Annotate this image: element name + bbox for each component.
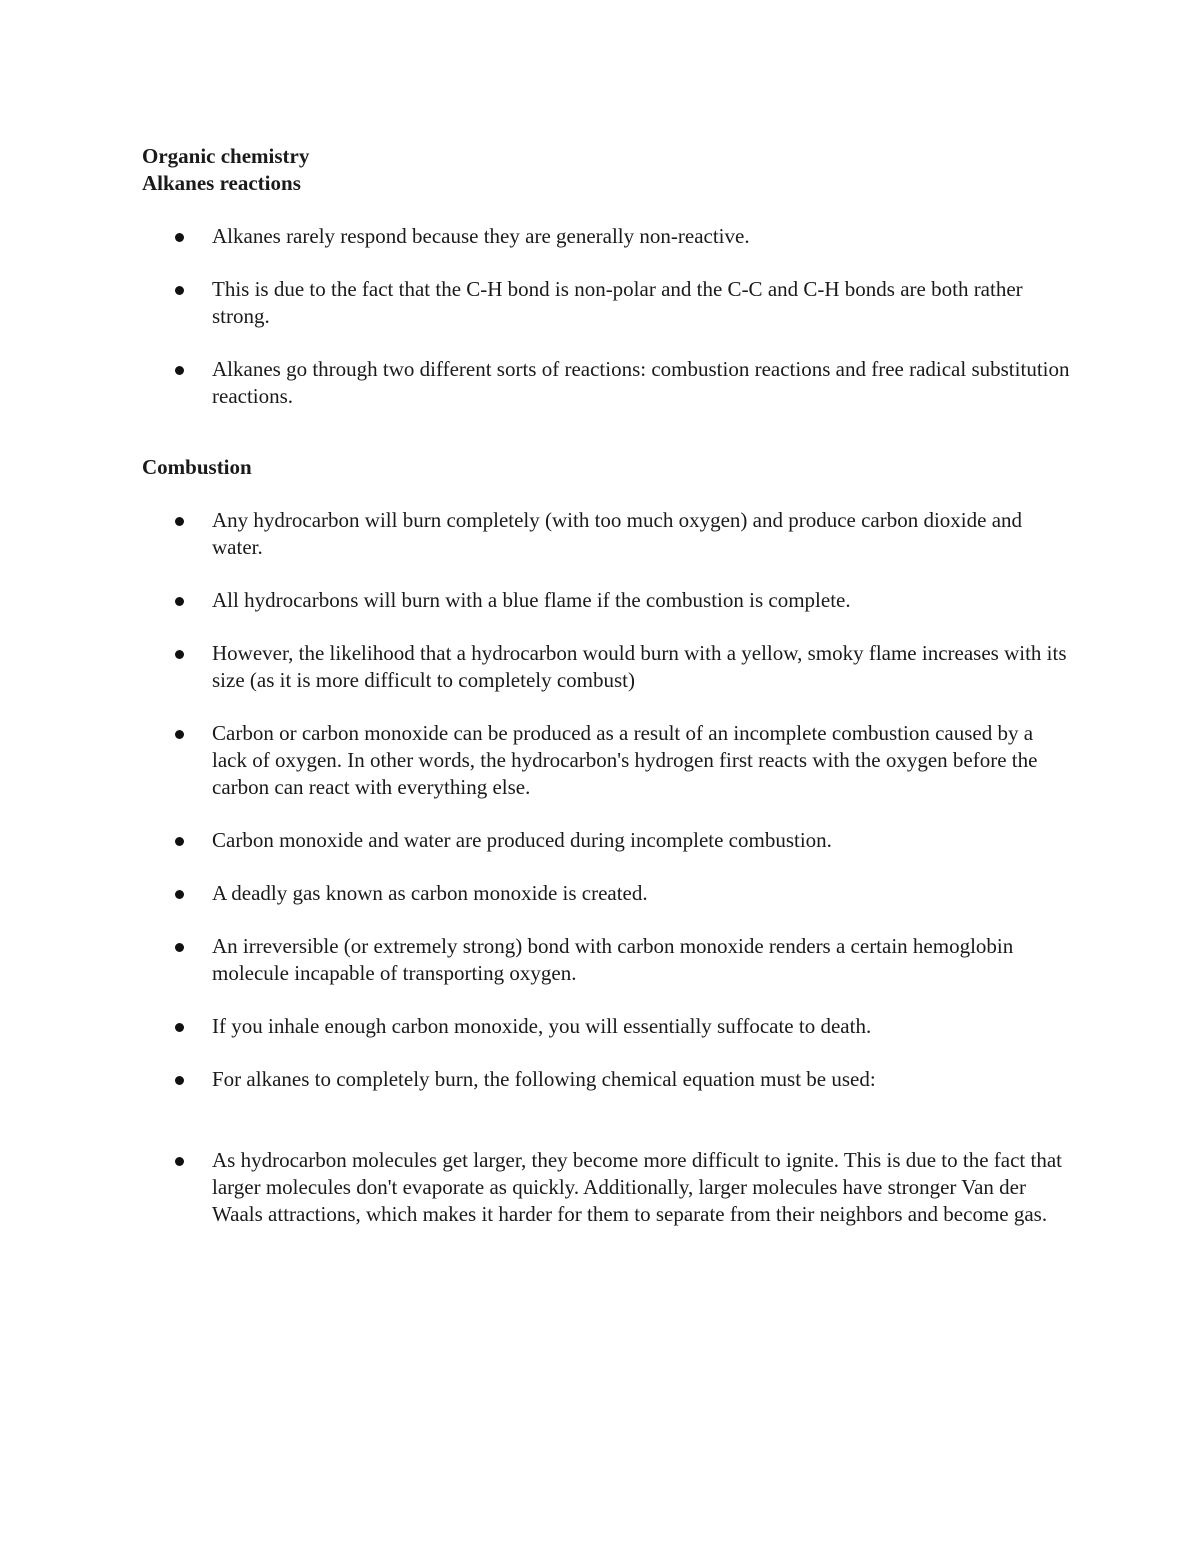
list-item (142, 507, 1072, 561)
list-item-text: If you inhale enough carbon monoxide, you will essentially suffocate to death. (212, 1014, 872, 1038)
list-item-text: Carbon monoxide and water are produced during incomplete combustion. (212, 828, 832, 852)
list-item (142, 587, 1072, 614)
list-item-text: An irreversible (or extremely strong) bond with carbon monoxide renders a certain hemoglobin molecule incapable of transporting oxygen. (212, 934, 1014, 985)
document-subtitle: Alkanes reactions (142, 171, 301, 195)
list-item-text: All hydrocarbons will burn with a blue flame if the combustion is complete. (212, 588, 851, 612)
list-item (142, 640, 1072, 694)
list-item-text: Alkanes go through two different sorts of reactions: combustion reactions and free radical substitution reactions. (212, 357, 1070, 408)
bullet-icon (175, 366, 184, 375)
bullet-icon (175, 597, 184, 606)
bullet-icon (175, 517, 184, 526)
document-title: Organic chemistry (142, 144, 310, 168)
list-item (142, 223, 1072, 250)
bullet-icon (175, 730, 184, 739)
bullet-icon (175, 286, 184, 295)
section-heading-combustion: Combustion (142, 455, 252, 479)
intro-list (142, 223, 1072, 410)
list-item-text: For alkanes to completely burn, the following chemical equation must be used: (212, 1067, 876, 1091)
bullet-icon (175, 890, 184, 899)
bullet-icon (175, 650, 184, 659)
list-item (142, 880, 1072, 907)
bullet-icon (175, 943, 184, 952)
list-item (142, 356, 1072, 410)
list-item (142, 1013, 1072, 1040)
list-item (142, 827, 1072, 854)
list-item-text: Carbon or carbon monoxide can be produced as a result of an incomplete combustion caused by a lack of oxygen. In other words, the hydrocarbon's hydrogen first reacts with the oxygen before the carbon can react with everything else. (212, 721, 1038, 799)
bullet-icon (175, 1076, 184, 1085)
list-item (142, 720, 1072, 801)
equation-placeholder (142, 1093, 1072, 1147)
list-item-text: As hydrocarbon molecules get larger, they become more difficult to ignite. This is due to the fact that larger molecules don't evaporate as quickly. Additionally, larger molecules have stronger Van der Waals attractions, which makes it harder for them to separate from their neighbors and become gas. (212, 1148, 1063, 1226)
bullet-icon (175, 1023, 184, 1032)
document-content (142, 143, 1072, 1228)
combustion-final-list (142, 1147, 1072, 1228)
list-item-text: This is due to the fact that the C-H bond is non-polar and the C-C and C-H bonds are both rather strong. (212, 277, 1023, 328)
list-item (142, 1147, 1072, 1228)
list-item-text: Any hydrocarbon will burn completely (with too much oxygen) and produce carbon dioxide and water. (212, 508, 1023, 559)
list-item-text: However, the likelihood that a hydrocarbon would burn with a yellow, smoky flame increases with its size (as it is more difficult to completely combust) (212, 641, 1067, 692)
list-item-text: A deadly gas known as carbon monoxide is created. (212, 881, 648, 905)
bullet-icon (175, 1157, 184, 1166)
list-item (142, 1066, 1072, 1093)
bullet-icon (175, 837, 184, 846)
bullet-icon (175, 233, 184, 242)
list-item (142, 276, 1072, 330)
combustion-list (142, 507, 1072, 1093)
list-item (142, 933, 1072, 987)
list-item-text: Alkanes rarely respond because they are generally non-reactive. (212, 224, 750, 248)
